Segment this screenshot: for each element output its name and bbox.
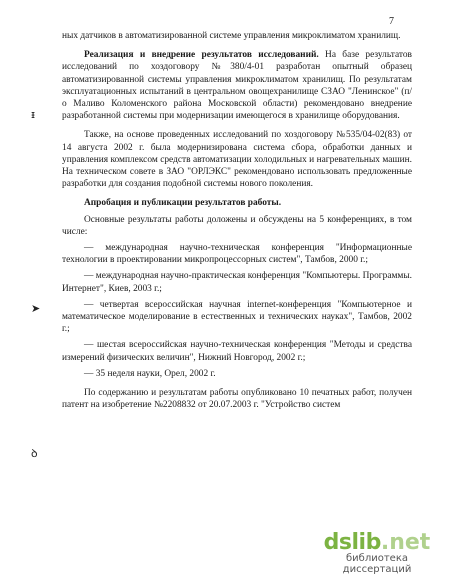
- paragraph: Также, на основе проведенных исследований по хоздоговору №535/04-02(83) от 14 августа 2002 г. была модернизирована система сбора, обработки данных и управления комплексом средств автоматизации холодильных и нагревательных машин. На техническом совете в ЗАО "ОРЛЭКС" рекомендовано использовать предложенные разработки для создания подобной системы нового поколения.: [62, 130, 412, 190]
- section-heading-inline: Реализация и внедрение результатов исследований.: [84, 50, 319, 61]
- margin-mark: ꝺ: [31, 447, 38, 460]
- margin-mark: ᵻ: [31, 108, 36, 121]
- conference-item: — 35 неделя науки, Орел, 2002 г.: [84, 368, 216, 379]
- paragraph: ных датчиков в автоматизированной системе управления микроклиматом хранилищ.: [62, 31, 401, 41]
- watermark[interactable]: [312, 530, 442, 575]
- watermark-logo: [312, 530, 442, 555]
- conference-item: — шестая всероссийская научно-техническая конференция "Методы и средства измерений физических величин", Нижний Новгород, 2002 г.;: [62, 340, 412, 363]
- document-body: [62, 30, 412, 411]
- conference-item: — четвертая всероссийская научная internet-конференция "Компьютерное и математическое моделирование в естественных и технических науках", Тамбов, 2002 г.;: [62, 299, 412, 335]
- margin-mark: ➤: [31, 302, 41, 315]
- watermark-tld: .net: [380, 530, 431, 555]
- conference-item: — международная научно-техническая конференция "Информационные технологии в проектировании микропроцессорных систем", Тамбов, 2000 г.;: [62, 243, 412, 266]
- section-heading: Апробация и публикации результатов работы.: [84, 198, 282, 209]
- watermark-subtitle: библиотека диссертаций: [342, 553, 412, 575]
- paragraph: По содержанию и результатам работы опубликовано 10 печатных работ, получен патент на изобретение №2208832 от 20.07.2003 г. "Устройство систем: [62, 388, 412, 411]
- page-number: 7: [389, 16, 394, 27]
- watermark-brand: dslib: [323, 530, 381, 555]
- paragraph-implementation: [62, 49, 412, 122]
- paragraph-text: На базе результатов исследований по хоздоговору №380/4-01 разработан опытный образец автоматизированной системы управления микроклиматом хранилищ. По результатам эксплуатационных испытаний в центральном овощехранилище СЗАО "Ленинское" (п/о Маливо Коломенского района Московской области) рекомендовано внедрение разработанной системы при модернизации имеющегося в хранилище оборудования.: [62, 50, 412, 122]
- paragraph: Основные результаты работы доложены и обсуждены на 5 конференциях, в том числе:: [62, 214, 412, 237]
- conference-item: — международная научно-практическая конференция "Компьютеры. Программы. Интернет", Киев, 2003 г.;: [62, 271, 412, 294]
